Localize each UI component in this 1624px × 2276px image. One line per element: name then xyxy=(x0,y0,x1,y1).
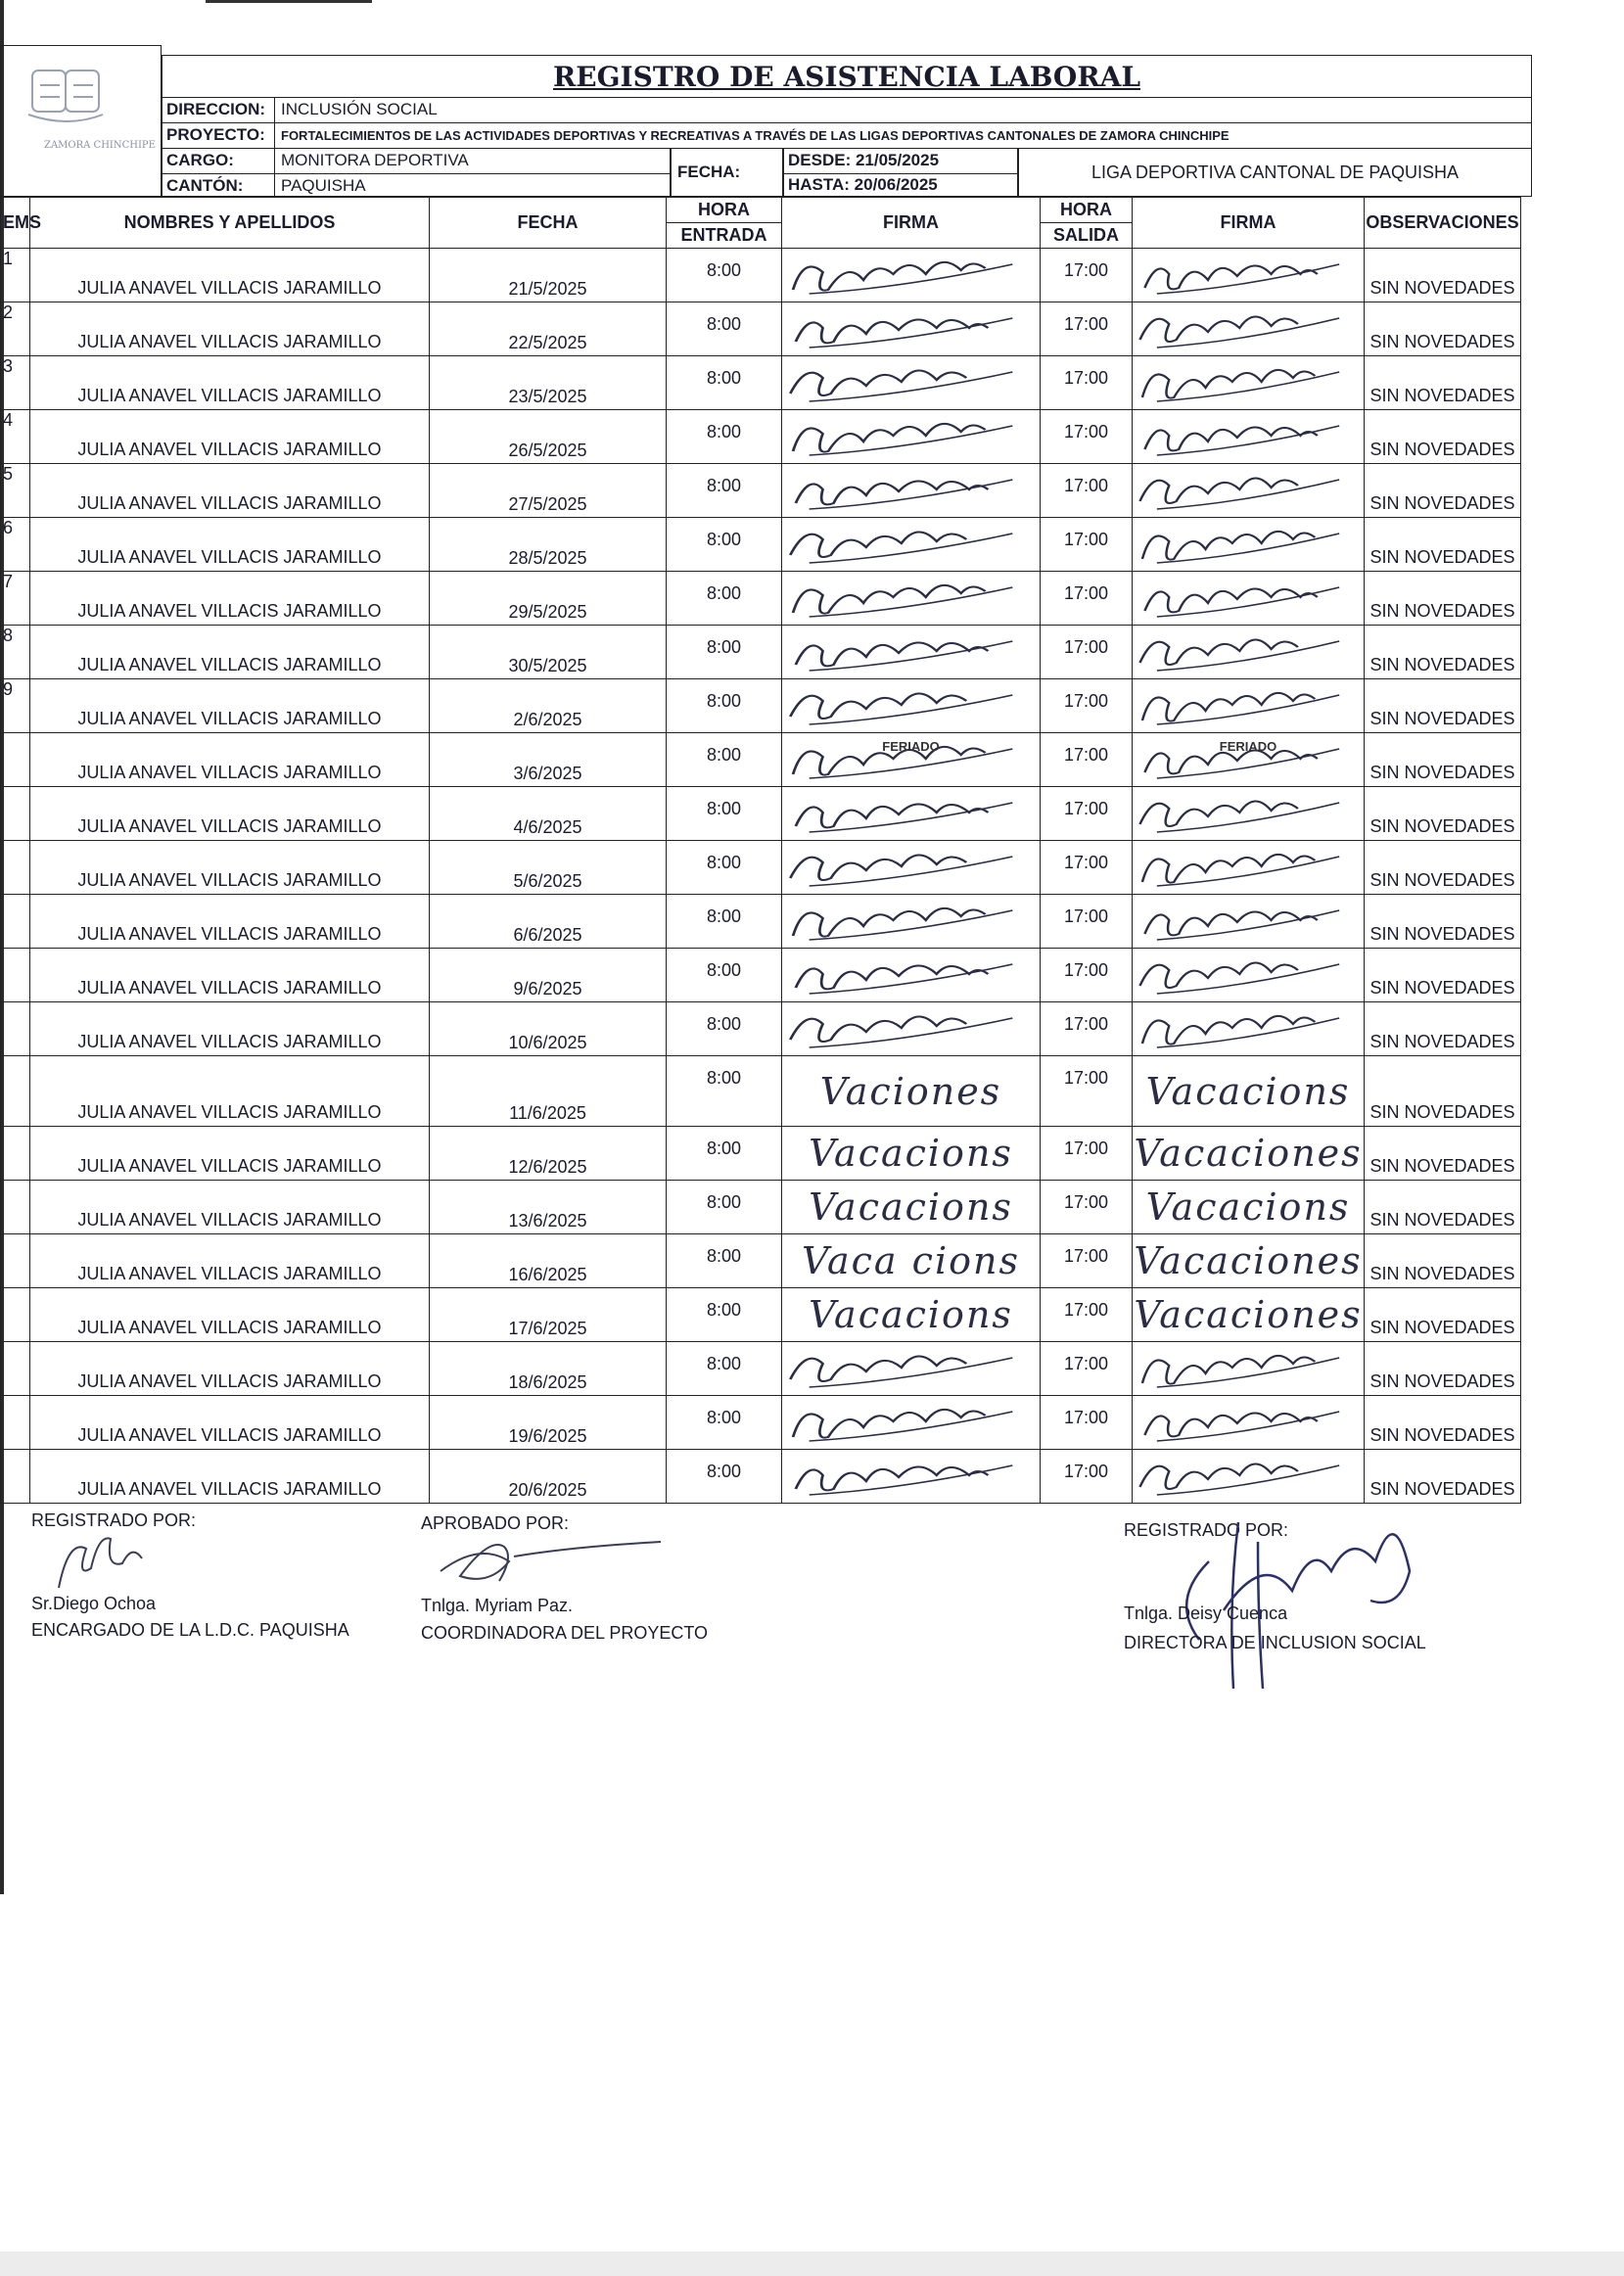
entry-signature-icon xyxy=(782,518,1041,572)
row-exit-time: 17:00 xyxy=(1041,841,1133,895)
entry-signature-icon xyxy=(782,1002,1041,1056)
row-exit-time: 17:00 xyxy=(1041,572,1133,626)
row-item-number xyxy=(1,1450,30,1504)
row-name: JULIA ANAVEL VILLACIS JARAMILLO xyxy=(30,1342,430,1396)
entry-signature-icon xyxy=(782,249,1041,302)
row-date: 5/6/2025 xyxy=(430,841,667,895)
liga-name: LIGA DEPORTIVA CANTONAL DE PAQUISHA xyxy=(1018,149,1532,197)
table-row xyxy=(1,249,1521,302)
attendance-table xyxy=(0,197,1521,1504)
exit-signature-icon xyxy=(1133,1234,1365,1288)
row-date: 3/6/2025 xyxy=(430,733,667,787)
exit-signature-icon xyxy=(1133,1002,1365,1056)
row-observations: SIN NOVEDADES xyxy=(1365,1396,1521,1450)
row-item-number xyxy=(1,1288,30,1342)
table-row xyxy=(1,572,1521,626)
exit-signature-icon xyxy=(1133,572,1365,626)
table-row xyxy=(1,302,1521,356)
exit-signature-icon xyxy=(1133,787,1365,841)
exit-handwritten-note: Vacaciones xyxy=(1134,1239,1363,1282)
row-item-number xyxy=(1,1396,30,1450)
row-observations: SIN NOVEDADES xyxy=(1365,1288,1521,1342)
entry-signature-icon xyxy=(782,1181,1041,1234)
row-entry-time: 8:00 xyxy=(667,1342,782,1396)
left-signer-role: ENCARGADO DE LA L.D.C. PAQUISHA xyxy=(31,1620,349,1640)
table-row xyxy=(1,1127,1521,1181)
row-name: JULIA ANAVEL VILLACIS JARAMILLO xyxy=(30,572,430,626)
exit-signature-icon xyxy=(1133,679,1365,733)
row-date: 26/5/2025 xyxy=(430,410,667,464)
row-name: JULIA ANAVEL VILLACIS JARAMILLO xyxy=(30,1396,430,1450)
table-row xyxy=(1,1450,1521,1504)
entry-handwritten-note: Vacacions xyxy=(809,1132,1013,1175)
entry-signature-icon xyxy=(782,895,1041,949)
row-entry-time: 8:00 xyxy=(667,1181,782,1234)
entry-signature-icon xyxy=(782,1234,1041,1288)
direccion-row xyxy=(162,98,1532,123)
entry-signature-icon xyxy=(782,1056,1041,1127)
exit-signature-icon xyxy=(1133,1181,1365,1234)
row-date: 12/6/2025 xyxy=(430,1127,667,1181)
row-item-number xyxy=(1,1181,30,1234)
right-registered-label: REGISTRADO POR: xyxy=(1124,1520,1289,1540)
zamora-chinchipe-logo-icon xyxy=(1,46,158,193)
row-exit-time: 17:00 xyxy=(1041,1450,1133,1504)
table-row xyxy=(1,949,1521,1002)
entry-signature-icon xyxy=(782,356,1041,410)
row-exit-time: 17:00 xyxy=(1041,1396,1133,1450)
row-exit-time: 17:00 xyxy=(1041,464,1133,518)
row-observations: SIN NOVEDADES xyxy=(1365,1342,1521,1396)
entry-signature-icon xyxy=(782,1396,1041,1450)
row-entry-time: 8:00 xyxy=(667,518,782,572)
exit-signature-icon xyxy=(1133,841,1365,895)
row-exit-time: 17:00 xyxy=(1041,1288,1133,1342)
row-exit-time: 17:00 xyxy=(1041,1234,1133,1288)
entry-signature-icon xyxy=(782,733,1041,787)
row-entry-time: 8:00 xyxy=(667,1288,782,1342)
right-signer-role: DIRECTORA DE INCLUSION SOCIAL xyxy=(1124,1633,1426,1652)
exit-signature-icon xyxy=(1133,949,1365,1002)
row-observations: SIN NOVEDADES xyxy=(1365,679,1521,733)
exit-signature-icon xyxy=(1133,733,1365,787)
row-exit-time: 17:00 xyxy=(1041,1181,1133,1234)
col-entrada: ENTRADA xyxy=(667,223,782,249)
row-date: 9/6/2025 xyxy=(430,949,667,1002)
entry-signature-icon xyxy=(782,1288,1041,1342)
exit-signature-icon xyxy=(1133,249,1365,302)
row-name: JULIA ANAVEL VILLACIS JARAMILLO xyxy=(30,1234,430,1288)
left-registered-label: REGISTRADO POR: xyxy=(31,1510,197,1530)
row-date: 4/6/2025 xyxy=(430,787,667,841)
exit-handwritten-note: Vacacions xyxy=(1145,1069,1351,1113)
entry-handwritten-note: Vacacions xyxy=(809,1185,1013,1229)
canton-row xyxy=(162,174,671,197)
row-item-number xyxy=(1,895,30,949)
row-exit-time: 17:00 xyxy=(1041,626,1133,679)
col-fecha: FECHA xyxy=(430,198,667,249)
row-entry-time: 8:00 xyxy=(667,1056,782,1127)
row-item-number xyxy=(1,841,30,895)
entry-signature-icon xyxy=(782,302,1041,356)
logo-text: ZAMORA CHINCHIPE xyxy=(44,140,156,151)
row-exit-time: 17:00 xyxy=(1041,518,1133,572)
col-nombres: NOMBRES Y APELLIDOS xyxy=(30,198,430,249)
row-item-number xyxy=(1,733,30,787)
table-row xyxy=(1,410,1521,464)
entry-handwritten-note: Vacacions xyxy=(809,1293,1013,1336)
exit-handwritten-note: Vacaciones xyxy=(1134,1132,1363,1175)
col-firma-salida: FIRMA xyxy=(1133,198,1365,249)
row-entry-time: 8:00 xyxy=(667,895,782,949)
row-date: 16/6/2025 xyxy=(430,1234,667,1288)
row-exit-time: 17:00 xyxy=(1041,356,1133,410)
scan-band xyxy=(0,2252,1624,2276)
row-item-number: 4 xyxy=(1,410,30,464)
exit-signature-icon xyxy=(1133,356,1365,410)
row-entry-time: 8:00 xyxy=(667,1450,782,1504)
canton-label: CANTÓN: xyxy=(162,174,275,196)
table-row xyxy=(1,1234,1521,1288)
row-observations: SIN NOVEDADES xyxy=(1365,1056,1521,1127)
exit-handwritten-note: Vacacions xyxy=(1145,1185,1351,1229)
row-date: 28/5/2025 xyxy=(430,518,667,572)
row-name: JULIA ANAVEL VILLACIS JARAMILLO xyxy=(30,518,430,572)
row-entry-time: 8:00 xyxy=(667,1002,782,1056)
row-observations: SIN NOVEDADES xyxy=(1365,733,1521,787)
right-signer-name: Tnlga. Deisy Cuenca xyxy=(1124,1603,1288,1623)
row-name: JULIA ANAVEL VILLACIS JARAMILLO xyxy=(30,1002,430,1056)
row-name: JULIA ANAVEL VILLACIS JARAMILLO xyxy=(30,841,430,895)
row-exit-time: 17:00 xyxy=(1041,1127,1133,1181)
entry-handwritten-note: Vaciones xyxy=(819,1069,1002,1113)
holiday-note: FERIADO xyxy=(882,739,940,754)
row-name: JULIA ANAVEL VILLACIS JARAMILLO xyxy=(30,1056,430,1127)
table-row xyxy=(1,1342,1521,1396)
row-observations: SIN NOVEDADES xyxy=(1365,626,1521,679)
row-item-number: 6 xyxy=(1,518,30,572)
row-exit-time: 17:00 xyxy=(1041,679,1133,733)
row-date: 13/6/2025 xyxy=(430,1181,667,1234)
col-firma-entrada: FIRMA xyxy=(782,198,1041,249)
row-item-number xyxy=(1,1127,30,1181)
left-signer-name: Sr.Diego Ochoa xyxy=(31,1594,157,1613)
row-exit-time: 17:00 xyxy=(1041,733,1133,787)
row-entry-time: 8:00 xyxy=(667,679,782,733)
row-item-number: 8 xyxy=(1,626,30,679)
exit-signature-icon xyxy=(1133,410,1365,464)
exit-signature-icon xyxy=(1133,464,1365,518)
row-date: 27/5/2025 xyxy=(430,464,667,518)
table-row xyxy=(1,356,1521,410)
row-date: 29/5/2025 xyxy=(430,572,667,626)
row-entry-time: 8:00 xyxy=(667,733,782,787)
row-item-number xyxy=(1,1056,30,1127)
page-title: REGISTRO DE ASISTENCIA LABORAL xyxy=(162,55,1532,98)
cargo-label: CARGO: xyxy=(162,149,275,173)
row-exit-time: 17:00 xyxy=(1041,1056,1133,1127)
row-observations: SIN NOVEDADES xyxy=(1365,302,1521,356)
col-items: EMS xyxy=(1,198,30,249)
row-observations: SIN NOVEDADES xyxy=(1365,895,1521,949)
row-observations: SIN NOVEDADES xyxy=(1365,518,1521,572)
exit-signature-icon xyxy=(1133,1127,1365,1181)
row-name: JULIA ANAVEL VILLACIS JARAMILLO xyxy=(30,1181,430,1234)
row-item-number xyxy=(1,1002,30,1056)
exit-signature-icon xyxy=(1133,518,1365,572)
row-observations: SIN NOVEDADES xyxy=(1365,1181,1521,1234)
direccion-label: DIRECCION: xyxy=(162,98,275,122)
row-entry-time: 8:00 xyxy=(667,1396,782,1450)
row-item-number: 1 xyxy=(1,249,30,302)
row-name: JULIA ANAVEL VILLACIS JARAMILLO xyxy=(30,302,430,356)
table-row xyxy=(1,733,1521,787)
col-hora-entrada: HORA xyxy=(667,198,782,223)
row-name: JULIA ANAVEL VILLACIS JARAMILLO xyxy=(30,733,430,787)
approved-signature-icon xyxy=(421,1527,675,1596)
cargo-row xyxy=(162,149,671,174)
row-name: JULIA ANAVEL VILLACIS JARAMILLO xyxy=(30,410,430,464)
exit-signature-icon xyxy=(1133,1342,1365,1396)
row-name: JULIA ANAVEL VILLACIS JARAMILLO xyxy=(30,1450,430,1504)
exit-signature-icon xyxy=(1133,895,1365,949)
entry-signature-icon xyxy=(782,410,1041,464)
row-item-number xyxy=(1,949,30,1002)
row-date: 2/6/2025 xyxy=(430,679,667,733)
left-signature-icon xyxy=(44,1529,162,1598)
row-observations: SIN NOVEDADES xyxy=(1365,1234,1521,1288)
cargo-value: MONITORA DEPORTIVA xyxy=(281,151,469,169)
row-name: JULIA ANAVEL VILLACIS JARAMILLO xyxy=(30,464,430,518)
row-entry-time: 8:00 xyxy=(667,464,782,518)
row-item-number: 3 xyxy=(1,356,30,410)
exit-signature-icon xyxy=(1133,1056,1365,1127)
approved-role: COORDINADORA DEL PROYECTO xyxy=(421,1623,709,1643)
entry-signature-icon xyxy=(782,841,1041,895)
table-row xyxy=(1,679,1521,733)
row-item-number: 9 xyxy=(1,679,30,733)
logo-box xyxy=(0,45,162,197)
row-item-number: 2 xyxy=(1,302,30,356)
row-entry-time: 8:00 xyxy=(667,787,782,841)
row-exit-time: 17:00 xyxy=(1041,249,1133,302)
row-observations: SIN NOVEDADES xyxy=(1365,356,1521,410)
approved-name: Tnlga. Myriam Paz. xyxy=(421,1596,574,1615)
table-row xyxy=(1,787,1521,841)
row-exit-time: 17:00 xyxy=(1041,302,1133,356)
table-row xyxy=(1,518,1521,572)
row-entry-time: 8:00 xyxy=(667,1127,782,1181)
entry-signature-icon xyxy=(782,1342,1041,1396)
row-item-number xyxy=(1,787,30,841)
row-entry-time: 8:00 xyxy=(667,1234,782,1288)
exit-signature-icon xyxy=(1133,1396,1365,1450)
row-entry-time: 8:00 xyxy=(667,572,782,626)
row-date: 10/6/2025 xyxy=(430,1002,667,1056)
table-row xyxy=(1,464,1521,518)
direccion-value: INCLUSIÓN SOCIAL xyxy=(281,100,438,118)
row-observations: SIN NOVEDADES xyxy=(1365,464,1521,518)
row-exit-time: 17:00 xyxy=(1041,895,1133,949)
entry-handwritten-note: Vaca cions xyxy=(802,1239,1020,1282)
table-row xyxy=(1,1002,1521,1056)
proyecto-label: PROYECTO: xyxy=(162,123,275,148)
table-row xyxy=(1,1181,1521,1234)
row-observations: SIN NOVEDADES xyxy=(1365,1002,1521,1056)
row-exit-time: 17:00 xyxy=(1041,787,1133,841)
row-observations: SIN NOVEDADES xyxy=(1365,949,1521,1002)
row-observations: SIN NOVEDADES xyxy=(1365,410,1521,464)
proyecto-row xyxy=(162,123,1532,149)
fecha-desde: DESDE: 21/05/2025 xyxy=(783,149,1018,174)
exit-signature-icon xyxy=(1133,302,1365,356)
col-observaciones: OBSERVACIONES xyxy=(1365,198,1521,249)
fecha-hasta: HASTA: 20/06/2025 xyxy=(783,174,1018,197)
entry-signature-icon xyxy=(782,572,1041,626)
approved-label: APROBADO POR: xyxy=(421,1513,570,1533)
row-name: JULIA ANAVEL VILLACIS JARAMILLO xyxy=(30,1127,430,1181)
attendance-rows xyxy=(1,249,1521,1504)
row-name: JULIA ANAVEL VILLACIS JARAMILLO xyxy=(30,679,430,733)
row-date: 18/6/2025 xyxy=(430,1342,667,1396)
row-date: 23/5/2025 xyxy=(430,356,667,410)
table-row xyxy=(1,1288,1521,1342)
entry-signature-icon xyxy=(782,1127,1041,1181)
table-row xyxy=(1,1396,1521,1450)
col-hora-salida: HORA xyxy=(1041,198,1133,223)
canton-value: PAQUISHA xyxy=(281,176,366,195)
table-row xyxy=(1,626,1521,679)
row-observations: SIN NOVEDADES xyxy=(1365,1450,1521,1504)
row-item-number xyxy=(1,1234,30,1288)
row-observations: SIN NOVEDADES xyxy=(1365,841,1521,895)
table-row xyxy=(1,1056,1521,1127)
row-date: 21/5/2025 xyxy=(430,249,667,302)
row-entry-time: 8:00 xyxy=(667,841,782,895)
row-entry-time: 8:00 xyxy=(667,410,782,464)
row-item-number: 5 xyxy=(1,464,30,518)
row-entry-time: 8:00 xyxy=(667,949,782,1002)
entry-signature-icon xyxy=(782,1450,1041,1504)
row-entry-time: 8:00 xyxy=(667,626,782,679)
row-date: 20/6/2025 xyxy=(430,1450,667,1504)
exit-handwritten-note: Vacaciones xyxy=(1134,1293,1363,1336)
row-name: JULIA ANAVEL VILLACIS JARAMILLO xyxy=(30,249,430,302)
row-date: 19/6/2025 xyxy=(430,1396,667,1450)
row-date: 30/5/2025 xyxy=(430,626,667,679)
row-entry-time: 8:00 xyxy=(667,356,782,410)
entry-signature-icon xyxy=(782,679,1041,733)
row-date: 6/6/2025 xyxy=(430,895,667,949)
row-observations: SIN NOVEDADES xyxy=(1365,1127,1521,1181)
exit-signature-icon xyxy=(1133,1288,1365,1342)
entry-signature-icon xyxy=(782,787,1041,841)
row-name: JULIA ANAVEL VILLACIS JARAMILLO xyxy=(30,626,430,679)
row-date: 17/6/2025 xyxy=(430,1288,667,1342)
row-name: JULIA ANAVEL VILLACIS JARAMILLO xyxy=(30,1288,430,1342)
col-salida: SALIDA xyxy=(1041,223,1133,249)
entry-signature-icon xyxy=(782,626,1041,679)
proyecto-value: FORTALECIMIENTOS DE LAS ACTIVIDADES DEPORTIVAS Y RECREATIVAS A TRAVÉS DE LAS LIGAS DEPORTIVAS CANTONALES DE ZAMORA CHINCHIPE xyxy=(281,128,1230,143)
row-exit-time: 17:00 xyxy=(1041,1002,1133,1056)
row-exit-time: 17:00 xyxy=(1041,1342,1133,1396)
row-observations: SIN NOVEDADES xyxy=(1365,249,1521,302)
row-exit-time: 17:00 xyxy=(1041,410,1133,464)
table-row xyxy=(1,841,1521,895)
row-observations: SIN NOVEDADES xyxy=(1365,787,1521,841)
row-entry-time: 8:00 xyxy=(667,302,782,356)
fecha-label: FECHA: xyxy=(671,149,783,197)
row-date: 22/5/2025 xyxy=(430,302,667,356)
row-name: JULIA ANAVEL VILLACIS JARAMILLO xyxy=(30,895,430,949)
row-item-number: 7 xyxy=(1,572,30,626)
row-name: JULIA ANAVEL VILLACIS JARAMILLO xyxy=(30,787,430,841)
row-date: 11/6/2025 xyxy=(430,1056,667,1127)
row-item-number xyxy=(1,1342,30,1396)
table-row xyxy=(1,895,1521,949)
row-name: JULIA ANAVEL VILLACIS JARAMILLO xyxy=(30,356,430,410)
row-exit-time: 17:00 xyxy=(1041,949,1133,1002)
entry-signature-icon xyxy=(782,949,1041,1002)
scan-mark xyxy=(206,0,372,3)
row-name: JULIA ANAVEL VILLACIS JARAMILLO xyxy=(30,949,430,1002)
row-observations: SIN NOVEDADES xyxy=(1365,572,1521,626)
row-entry-time: 8:00 xyxy=(667,249,782,302)
exit-signature-icon xyxy=(1133,1450,1365,1504)
holiday-note: FERIADO xyxy=(1219,739,1277,754)
entry-signature-icon xyxy=(782,464,1041,518)
exit-signature-icon xyxy=(1133,626,1365,679)
